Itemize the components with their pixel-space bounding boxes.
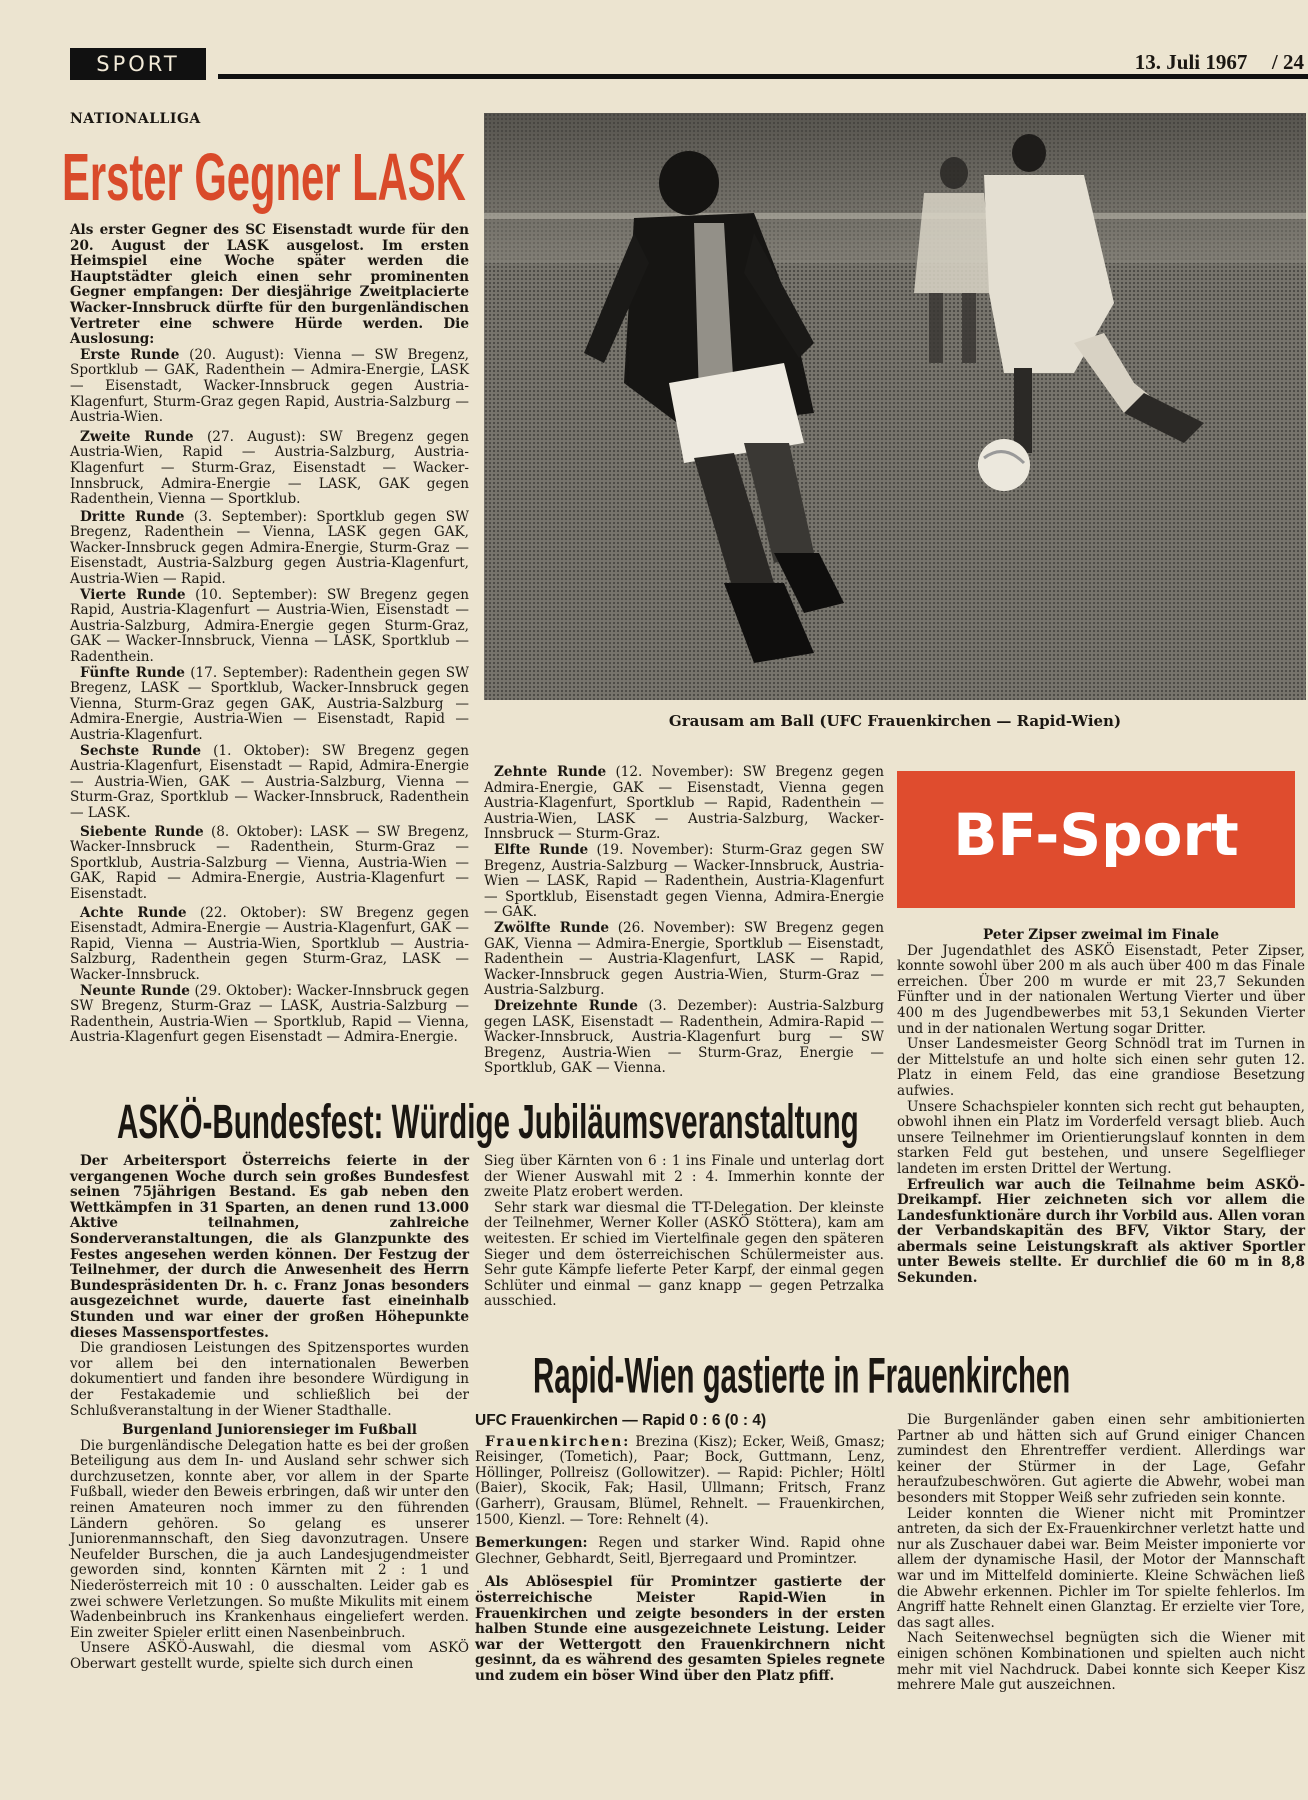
- askoe-column-1: [70, 1154, 469, 1673]
- askoe-subhead: Burgenland Juniorensieger im Fußball: [122, 1422, 417, 1439]
- askoe-paragraph: Sieg über Kärnten von 6 : 1 ins Finale und unterlag dort der Wiener Auswahl mit 2 : 4. Immerhin konnte der zweite Platz erobert werden.: [484, 1153, 884, 1201]
- askoe-paragraph: Die burgenländische Delegation hatte es bei der großen Beteiligung aus dem In- und Ausland sehr schwer sich durchzusetzen, konnte aber, vor allem in der Sparte Fußball, wieder den Beweis erbringen, daß wir unter den reinen Amateuren noch immer zu den führenden Ländern gehören. So gelang es unserer Juniorenmannschaft, den Sieg davonzutragen. Unsere Neufelder Burschen, die ja auch Landesjugendmeister geworden sind, konnten Kärnten mit 2 : 1 und Niederösterreich mit 10 : 0 ausschalten. Leider gab es zwei schwere Verletzungen. So mußte Mikulits mit einem Wadenbeinbruch ins Krankenhaus eingeliefert werden. Ein zweiter Spieler erlitt einen Nasenbeinbruch.: [70, 1437, 469, 1641]
- rapid-lineup: Frauenkirchen: Brezina (Kisz); Ecker, Weiß, Gmasz; Reisinger, (Tometich), Paar; Bock, Guttmann, Lenz, Höllinger, Pollreisz (Gollowitzer). — Rapid: Pichler; Höltl (Baier), Skocik, Fak; Hasil, Ullmann; Fritsch, Franz (Garherr), Grausam, Blümel, Rehnelt. — Frauenkirchen, 1500, Kienzl. — Tore: Rehnelt (4).: [475, 1433, 885, 1528]
- askoe-column-2: [484, 1154, 884, 1310]
- lask-round: Sechste Runde (1. Oktober): SW Bregenz gegen Austria-Klagenfurt, Eisenstadt — Rapid, Admira-Energie — Austria-Wien, GAK — Austria-Salzburg, Vienna — Sturm-Graz, Sportklub — Wacker-Innsbruck, Radenthein — LASK.: [70, 742, 469, 821]
- lask-round: Zweite Runde (27. August): SW Bregenz gegen Austria-Wien, Rapid — Austria-Salzburg, Austria-Klagenfurt — Sturm-Graz, Eisenstadt — Wacker-Innsbruck, Admira-Energie — LASK, GAK gegen Radenthein, Vienna — Sportklub.: [70, 428, 469, 508]
- rapid-column-1: [475, 1413, 885, 1685]
- lask-round: Zehnte Runde (12. November): SW Bregenz gegen Admira-Energie, GAK — Eisenstadt, Vienna gegen Austria-Klagenfurt, Sportklub — Rapid, Radenthein — Austria-Wien, LASK — Austria-Salzburg, Wacker-Innsbruck — Sturm-Graz.: [484, 764, 885, 843]
- rapid-headline: Rapid-Wien gastierte in Frauenkirchen: [533, 1346, 1071, 1404]
- rapid-score-line: UFC Frauenkirchen — Rapid 0 : 6 (0 : 4): [475, 1412, 767, 1429]
- bf-sport-column: [897, 928, 1305, 1287]
- lask-column-2: [484, 765, 884, 1077]
- lask-round: Erste Runde (20. August): Vienna — SW Bregenz, Sportklub — GAK, Radenthein — Admira-Energie, LASK — Eisenstadt, Wacker-Innsbruck gegen Austria-Klagenfurt, Sturm-Graz gegen Rapid, Austria-Salzburg — Austria-Wien.: [70, 346, 469, 426]
- askoe-lead: Der Arbeitersport Österreichs feierte in der vergangenen Woche durch sein großes Bundesfest seinen 75jährigen Bestand. Es gab neben den Wettkämpfen in 31 Sparten, an denen rund 13.000 Aktive teilnahmen, zahlreiche Sonderveranstaltungen, die als Glanzpunkte des Festes angesehen werden können. Der Festzug der Teilnehmer, der durch die Anwesenheit des Herrn Bundespräsidenten Dr. h. c. Franz Jonas besonders ausgezeichnet wurde, dauerte fast eineinhalb Stunden und war einer der großen Höhepunkte dieses Massensportfestes.: [70, 1153, 469, 1341]
- page-number: / 24: [1271, 50, 1304, 74]
- lask-round: Vierte Runde (10. September): SW Bregenz gegen Rapid, Austria-Klagenfurt — Austria-Wien, Eisenstadt — Austria-Salzburg, Admira-Energie gegen Sturm-Graz, GAK — Wacker-Innsbruck, Vienna — LASK, Sportklub — Radenthein.: [70, 586, 469, 666]
- lask-column-1: [70, 223, 469, 1046]
- match-photo: [484, 113, 1306, 700]
- photo-caption: Grausam am Ball (UFC Frauenkirchen — Rapid-Wien): [668, 712, 1122, 730]
- date-text: 13. Juli 1967: [1134, 50, 1248, 74]
- lask-round: Fünfte Runde (17. September): Radenthein gegen SW Bregenz, LASK — Sportklub, Wacker-Innsbruck gegen Vienna, Sturm-Graz gegen GAK, Austria-Salzburg — Admira-Energie, Austria-Wien — Eisenstadt, Rapid — Austria-Klagenfurt.: [70, 664, 470, 743]
- lask-intro: Als erster Gegner des SC Eisenstadt wurde für den 20. August der LASK ausgelost. Im ersten Heimspiel eine Woche später werden die Hauptstädter gleich einen sehr prominenten Gegner empfangen: Der diesjährige Zweitplacierte Wacker-Innsbruck dürfte für den burgenländischen Vertreter eine schwere Hürde werden. Die Auslosung:: [70, 222, 469, 348]
- lask-round: Achte Runde (22. Oktober): SW Bregenz gegen Eisenstadt, Admira-Energie — Austria-Klagenfurt, GAK — Rapid, Vienna — Austria-Wien, Sportklub — Austria-Salzburg, Radenthein gegen Sturm-Graz, LASK — Wacker-Innsbruck.: [70, 904, 470, 983]
- rapid-remarks: Bemerkungen: Regen und starker Wind. Rapid ohne Glechner, Gebhardt, Seitl, Bjerregaard und Promintzer.: [475, 1535, 886, 1567]
- bf-sport-logo-text: BF-Sport: [953, 801, 1239, 869]
- lask-round: Elfte Runde (19. November): Sturm-Graz gegen SW Bregenz, Austria-Salzburg — Wacker-Innsbruck, Austria-Wien — LASK, Rapid — Radenthein, Austria-Klagenfurt — Sportklub, Eisenstadt gegen Vienna, Admira-Energie — GAK.: [484, 841, 884, 921]
- askoe-paragraph: Die grandiosen Leistungen des Spitzensportes wurden vor allem bei den internationalen Bewerben dokumentiert und fanden ihre besondere Würdigung in der Festakademie und schließlich bei der Schlußveranstaltung in der Wiener Stadthalle.: [70, 1340, 469, 1419]
- lask-round: Dreizehnte Runde (3. Dezember): Austria-Salzburg gegen LASK, Eisenstadt — Radenthein, Admira-Rapid — Wacker-Innsbruck, Austria-Klagenfurt burg — SW Bregenz, Austria-Wien — Sturm-Graz, Energie — Sportklub, GAK — Vienna.: [484, 997, 885, 1077]
- lask-round: Siebente Runde (8. Oktober): LASK — SW Bregenz, Wacker-Innsbruck — Radenthein, Sturm-Graz — Sportklub, Austria-Salzburg — Vienna, Austria-Wien — GAK, Rapid — Admira-Energie, Austria-Klagenfurt — Eisenstadt.: [70, 823, 469, 902]
- askoe-paragraph: Sehr stark war diesmal die TT-Delegation. Der kleinste der Teilnehmer, Werner Koller (ASKÖ Stöttera), kam am weitesten. Er schied im Viertelfinale gegen den späteren Sieger und dem österreichischen Schülermeister aus. Sehr gute Kämpfe lieferte Peter Karpf, der einmal gegen Schlüter und einmal — ganz knapp — gegen Petrzalka ausschied.: [484, 1199, 884, 1310]
- bf-paragraph: Unsere Schachspieler konnten sich recht gut behaupten, obwohl ihnen ein Platz im Vorderfeld versagt blieb. Auch unsere Teilnehmer im Orientierungslauf konnten in dem starken Feld gut bestehen, und unsere Segelflieger landeten im ersten Drittel der Wertung.: [897, 1098, 1305, 1177]
- rapid-lead: Als Ablösespiel für Promintzer gastierte der österreichische Meister Rapid-Wien in Frauenkirchen und zeigte besonders in der ersten halben Stunde eine ausgezeichnete Leistung. Leider war der Wettergott den Frauenkirchnern nicht gesinnt, da es während des gesamten Spieles regnete und zudem ein böser Wind über den Platz pfiff.: [475, 1574, 885, 1684]
- askoe-headline: ASKÖ-Bundesfest: Würdige Jubiläumsveranstaltung: [117, 1096, 859, 1149]
- bf-subhead: Peter Zipser zweimal im Finale: [982, 927, 1220, 943]
- bf-paragraph: Der Jugendathlet des ASKÖ Eisenstadt, Peter Zipser, konnte sowohl über 200 m als auch über 400 m das Finale erreichen. Über 200 m wurde er mit 23,7 Sekunden Fünfter und in der nationalen Wertung Vierter und über 400 m des Jugendbewerbes mit 53,1 Sekunden Vierter und in der nationalen Wertung sogar Dritter.: [897, 942, 1305, 1037]
- section-label: SPORT: [70, 48, 206, 80]
- bf-paragraph: Unser Landesmeister Georg Schnödl trat im Turnen in der Mittelstufe an und holte sich einen sehr guten 12. Platz in einem Feld, das eine grandiose Besetzung aufwies.: [897, 1036, 1305, 1099]
- lask-round: Neunte Runde (29. Oktober): Wacker-Innsbruck gegen SW Bregenz, Sturm-Graz — LASK, Austria-Salzburg — Radenthein, Austria-Wien — Sportklub, Rapid — Vienna, Austria-Klagenfurt gegen Eisenstadt — Admira-Energie.: [70, 982, 469, 1046]
- issue-date: [1135, 50, 1304, 75]
- askoe-paragraph: Unsere ASKÖ-Auswahl, die diesmal vom ASKÖ Oberwart gestellt wurde, spielte sich durch einen: [70, 1640, 469, 1672]
- lask-round: Zwölfte Runde (26. November): SW Bregenz gegen GAK, Vienna — Admira-Energie, Sportklub — Eisenstadt, Radenthein — Austria-Klagenfurt, LASK — Rapid, Wacker-Innsbruck gegen Austria-Wien, Sturm-Graz — Austria-Salzburg.: [484, 919, 884, 999]
- lask-kicker: NATIONALLIGA: [70, 111, 201, 127]
- lask-headline: Erster Gegner LASK: [62, 140, 466, 215]
- bf-paragraph: Erfreulich war auch die Teilnahme beim ASKÖ-Dreikampf. Hier zeichneten sich vor allem die Landesfunktionäre durch ihr Vorbild aus. Allen voran der Verbandskapitän des BFV, Viktor Stary, der abermals seine Leistungskraft als aktiver Sportler unter Beweis stellte. Er durchlief die 60 m in 8,8 Sekunden.: [897, 1176, 1305, 1287]
- match-photo-graphic: [484, 113, 1306, 700]
- rapid-paragraph: Nach Seitenwechsel begnügten sich die Wiener mit einigen schönen Kombinationen und spielten auch nicht mehr mit viel Nachdruck. Dabei konnte sich Keeper Kisz mehrere Male gut auszeichnen.: [897, 1630, 1305, 1694]
- rapid-column-2: [897, 1413, 1305, 1694]
- lask-round-list: [70, 348, 469, 1046]
- lask-round: Dritte Runde (3. September): Sportklub gegen SW Bregenz, Radenthein — Vienna, LASK gegen GAK, Wacker-Innsbruck gegen Admira-Energie, Sturm-Graz — Eisenstadt, Austria-Salzburg gegen Austria-Klagenfurt, Austria-Wien — Rapid.: [70, 508, 469, 588]
- bf-sport-logo: [897, 771, 1295, 908]
- rapid-paragraph: Leider konnten die Wiener nicht mit Promintzer antreten, da sich der Ex-Frauenkirchner verletzt hatte und nur als Zuschauer dabei war. Beim Meister imponierte vor allem der dynamische Hasil, der Motor der Mannschaft war und im Mittelfeld dominierte. Kleine Schwächen ließ die Abwehr erkennen. Pichler im Tor spielte fehlerlos. Im Angriff hatte Rehnelt einen Glanztag. Er erzielte vier Tore, das sagt alles.: [897, 1505, 1305, 1631]
- rapid-paragraph: Die Burgenländer gaben einen sehr ambitionierten Partner ab und hätten sich auf Grund einiger Chancen zumindest den Ehrentreffer verdient. Allerdings war keiner der Stürmer in der Lage, Gefahr heraufzubeschwören. Gut agierte die Abwehr, wobei man besonders mit Stopper Weiß sehr zufrieden sein konnte.: [897, 1412, 1305, 1506]
